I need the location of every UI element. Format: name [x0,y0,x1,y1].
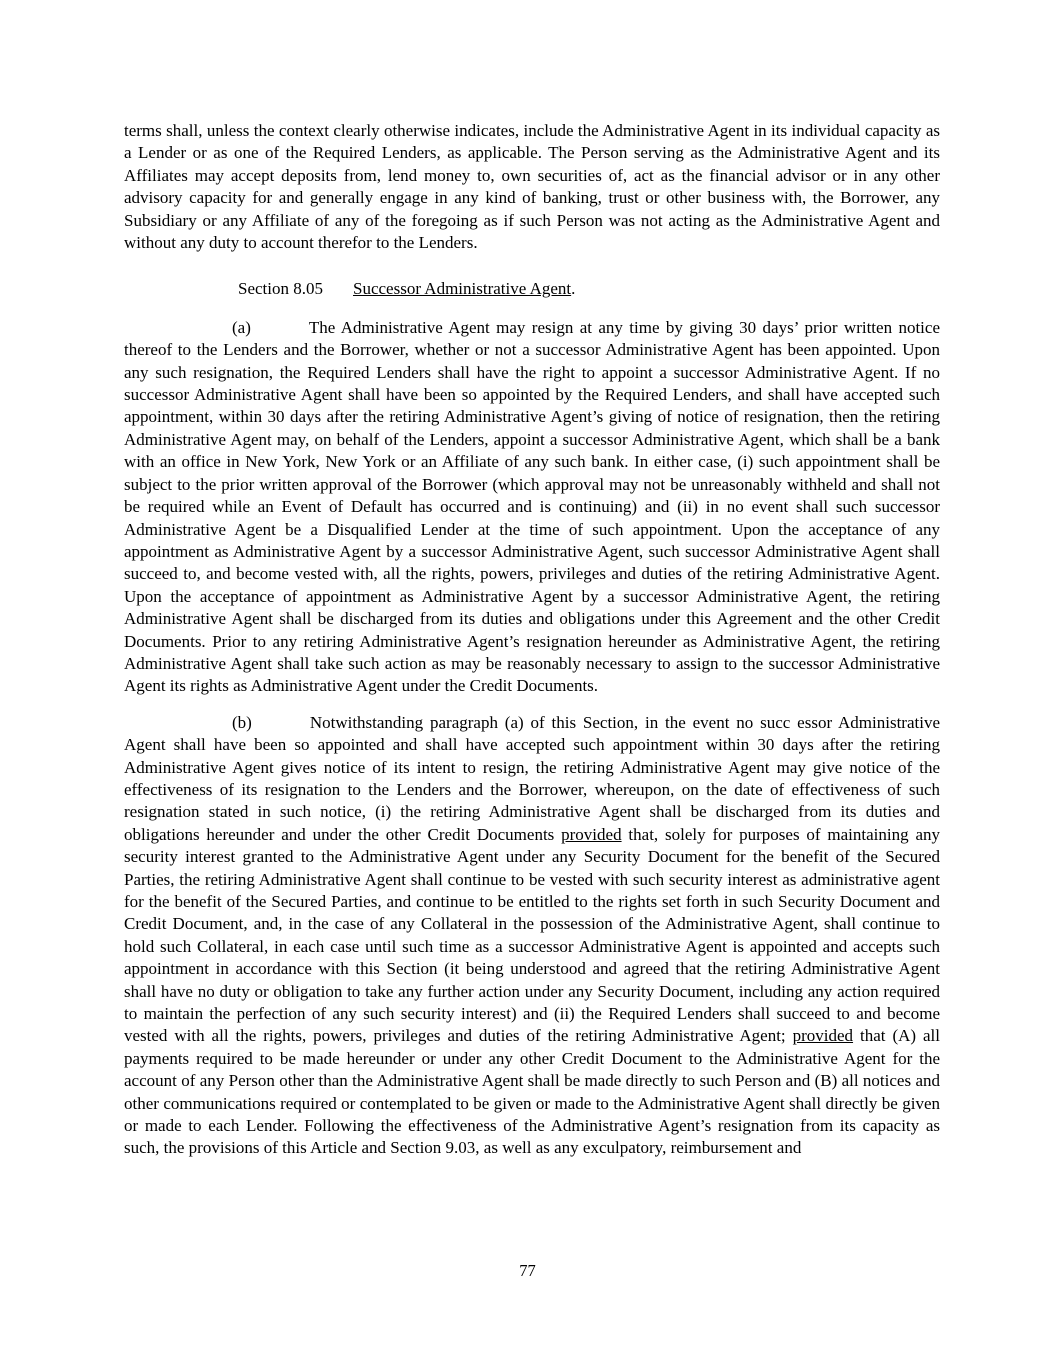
paragraph-b-text-2: that, solely for purposes of maintaining any security interest granted to the Administrative Agent under any Security Document for the benefit of the Secured Parties, the retiring Administrative Agent shall continue to be vested with such security interest as administrative agent for the benefit of the Secured Parties, and continue to be entitled to the rights set forth in such Security Document and Credit Document, and, in the case of any Collateral in the possession of the Administrative Agent, shall continue to hold such Collateral, in each case until such time as a successor Administrative Agent is appointed and accepts such appointment in accordance with this Section (it being understood and agreed that the retiring Administrative Agent shall have no duty or obligation to take any further action under any Security Document, including any action required to maintain the perfection of any such security interest) and (ii) the Required Lenders shall succeed to and become vested with all the rights, powers, privileges and duties of the retiring Administrative Agent; [124,824,940,1046]
paragraph-b-label: (b) [232,712,252,732]
page-number [0,1260,1055,1282]
paragraph-b-text-1: Notwithstanding paragraph (a) of this Section, in the event no succ essor Administrative Agent shall have been so appointed and shall have accepted such appointment within 30 days after the retiring Administrative Agent gives notice of its intent to resign, the retiring Administrative Agent may give notice of the effectiveness of its resignation to the Lenders and the Borrower, whereupon, on the date of effectiveness of such resignation stated in such notice, (i) the retiring Administrative Agent shall be discharged from its duties and obligations hereunder and under the other Credit Documents [124,712,940,844]
section-heading-number: Section 8.05 [238,279,323,299]
page-number-text: 77 [519,1261,536,1280]
paragraph-b [124,712,940,1160]
paragraph-b-provided-term-1: provided [561,824,622,844]
paragraph-b-text-3: that (A) all payments required to be made hereunder or under any other Credit Document to the Administrative Agent for the account of any Person other than the Administrative Agent shall be made directly to such Person and (B) all notices and other communications required or contemplated to be given or made to the Administrative Agent shall directly be given or made to each Lender. Following the effectiveness of the Administrative Agent’s resignation from its capacity as such, the provisions of this Article and Section 9.03, as well as any exculpatory, reimbursement and [124,1026,940,1158]
paragraph-b-provided-term-2: provided [792,1026,854,1046]
continuation-paragraph-text: terms shall, unless the context clearly otherwise indicates, include the Administrative Agent in its individual capacity as a Lender or as one of the Required Lenders, as applicable. The Person serving as the Administrative Agent and its Affiliates may accept deposits from, lend money to, own securities of, act as the financial advisor or in any other advisory capacity for and generally engage in any kind of banking, trust or other business with, the Borrower, any Subsidiary or any Affiliate of any of the foregoing as if such Person was not acting as the Administrative Agent and without any duty to account therefor to the Lenders. [124,121,940,253]
paragraph-a-label: (a) [232,317,251,337]
section-heading [124,278,940,300]
paragraph-a-text: The Administrative Agent may resign at any time by giving 30 days’ prior written notice thereof to the Lenders and the Borrower, whether or not a successor Administrative Agent has been appointed. Upon any such resignation, the Required Lenders shall have the right to appoint a successor Administrative Agent. If no successor Administrative Agent shall have been so appointed by the Required Lenders, and shall have accepted such appointment, within 30 days after the retiring Administrative Agent’s giving of notice of resignation, then the retiring Administrative Agent may, on behalf of the Lenders, appoint a successor Administrative Agent, which shall be a bank with an office in New York, New York or an Affiliate of any such bank. In either case, (i) such appointment shall be subject to the prior written approval of the Borrower (which approval may not be unreasonably withheld and shall not be required while an Event of Default has occurred and is continuing) and (ii) in no event shall such successor Administrative Agent be a Disqualified Lender at the time of such appointment. Upon the acceptance of any appointment as Administrative Agent by a successor Administrative Agent, such successor Administrative Agent shall succeed to, and become vested with, all the rights, powers, privileges and duties of the retiring Administrative Agent. Upon the acceptance of appointment as Administrative Agent by a successor Administrative Agent, the retiring Administrative Agent shall be discharged from its duties and obligations under this Agreement and the other Credit Documents. Prior to any retiring Administrative Agent’s resignation hereunder as Administrative Agent, the retiring Administrative Agent shall take such action as may be reasonably necessary to assign to the successor Administrative Agent its rights as Administrative Agent under the Credit Documents. [124,317,940,696]
section-heading-title: Successor Administrative Agent [353,279,572,299]
paragraph-a [124,317,940,698]
section-heading-period: . [571,279,576,299]
document-body [124,120,940,1160]
continuation-paragraph [124,120,940,254]
